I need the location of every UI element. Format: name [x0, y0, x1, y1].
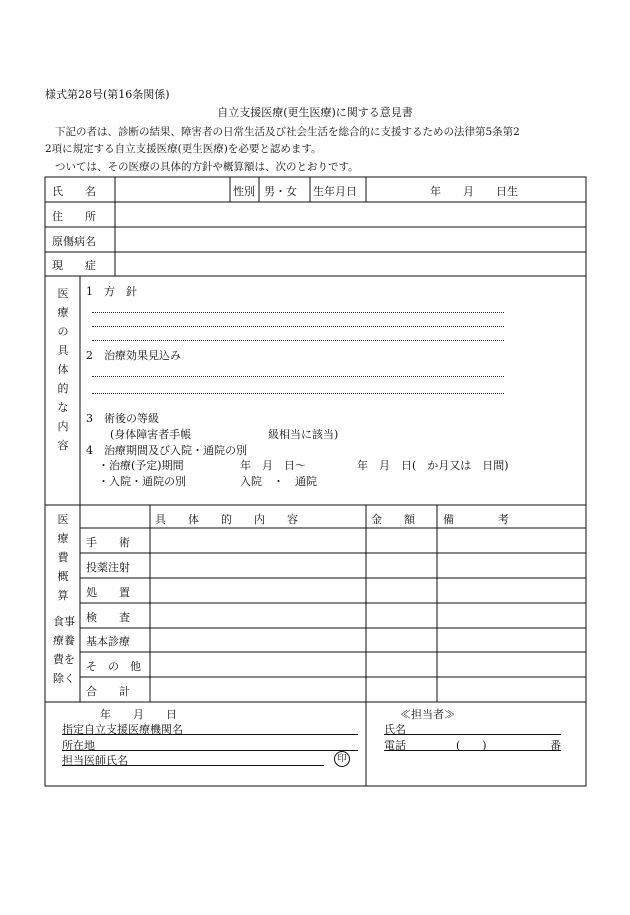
sex-options[interactable]: 男・女 [264, 185, 297, 198]
plan-effect: 2 治療効果見込み [86, 349, 181, 362]
phone-suffix: 番 [550, 739, 561, 752]
footer-location: 所在地 [62, 739, 95, 752]
footer-date: 年 月 日 [100, 708, 177, 721]
plan-side-label: 医療の具体的な内容 [57, 287, 69, 452]
period-dates: 年 月 日〜 [240, 459, 306, 472]
cost-side-note: 食事療養費を除く [53, 615, 75, 685]
label-sex: 性別 [233, 185, 255, 198]
dob-value: 年 月 日生 [430, 185, 518, 198]
cost-row-treatment: 処 置 [86, 586, 130, 599]
cost-row-other: そ の 他 [86, 660, 141, 673]
grade-note-2: 級相当に該当) [268, 428, 339, 441]
cost-side-label: 医療費概算 [57, 513, 69, 602]
inout-options[interactable]: 入院 ・ 通院 [240, 475, 317, 488]
label-disease: 原傷病名 [52, 235, 96, 248]
period-dates-2: 年 月 日( か月又は 日間) [357, 459, 509, 472]
cost-row-surgery: 手 術 [86, 536, 130, 549]
label-symptom: 現 症 [52, 259, 96, 272]
seal-icon: 印 [334, 751, 350, 767]
cost-row-total: 合 計 [86, 685, 130, 698]
plan-grade: 3 術後の等級 [86, 412, 159, 425]
contact-head: ≪担当者≫ [400, 708, 455, 721]
footer-doctor: 担当医師氏名 [62, 754, 128, 767]
label-address: 住 所 [52, 210, 96, 223]
period-label: ・治療(予定)期間 [98, 459, 184, 472]
contact-name-label: 氏名 [384, 723, 406, 736]
form-id: 様式第28号(第16条関係) [45, 88, 170, 101]
cost-head-content: 具 体 的 内 容 [155, 513, 298, 526]
contact-phone-label: 電話 [384, 739, 406, 752]
footer-institution: 指定自立支援医療機関名 [62, 723, 183, 736]
form-title: 自立支援医療(更生医療)に関する意見書 [217, 106, 413, 119]
intro-line-2: 2項に規定する自立支援医療(更生医療)を必要と認めます。 [45, 143, 322, 155]
phone-area-code: ( ) [456, 739, 487, 752]
plan-period: 4 治療期間及び入院・通院の別 [86, 444, 247, 457]
intro-line-3: ついては、その医療の具体的方針や概算額は、次のとおりです。 [55, 161, 359, 173]
plan-policy: 1 方 針 [86, 285, 137, 298]
label-dob: 生年月日 [313, 185, 357, 198]
grade-note-1: (身体障害者手帳 [110, 428, 192, 441]
cost-row-injection: 投薬注射 [86, 561, 130, 574]
label-name: 氏 名 [52, 185, 96, 198]
cost-head-amount: 金 額 [371, 513, 415, 526]
cost-row-basic: 基本診療 [86, 635, 130, 648]
intro-line-1: 下記の者は、診断の結果、障害者の日常生活及び社会生活を総合的に支援するための法律第5条第2 [55, 126, 520, 138]
cost-row-exam: 検 査 [86, 611, 130, 624]
cost-head-remarks: 備 考 [443, 513, 509, 526]
inout-label: ・入院・通院の別 [98, 475, 186, 488]
